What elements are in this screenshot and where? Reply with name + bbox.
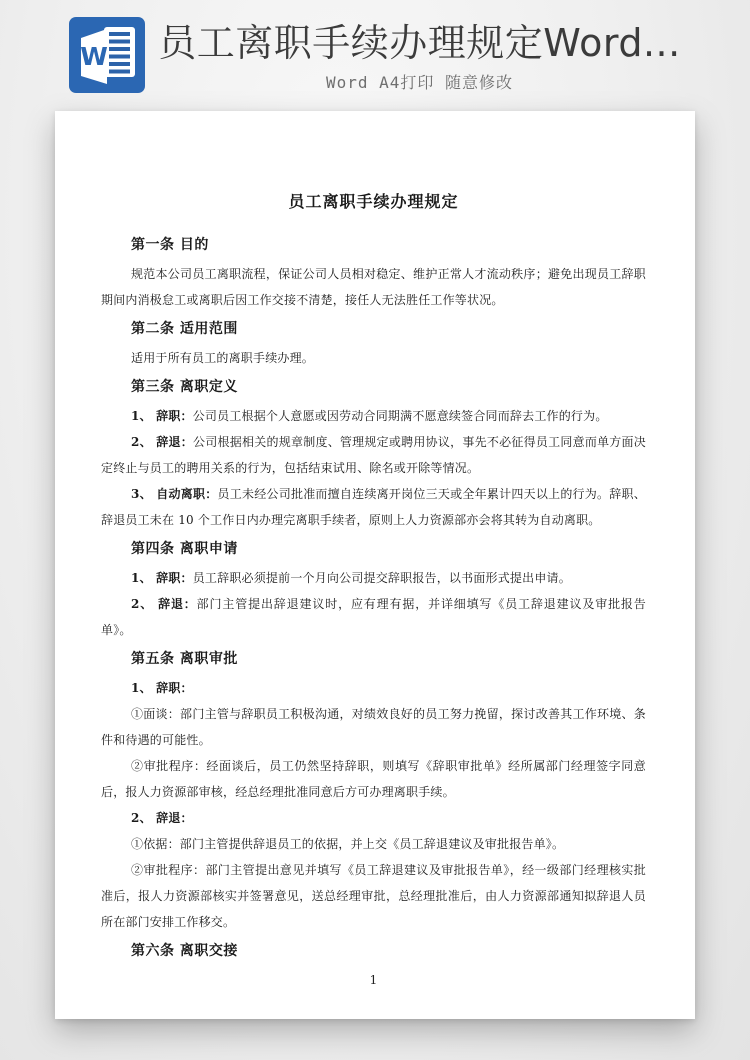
doc-paragraph: ①面谈：部门主管与辞职员工积极沟通，对绩效良好的员工努力挽留，探讨改善其工作环境、条件和待遇的可能性。 xyxy=(101,707,646,747)
doc-section xyxy=(101,316,646,371)
doc-paragraph: 规范本公司员工离职流程，保证公司人员相对稳定、维护正常人才流动秩序；避免出现员工辞职期间内消极怠工或离职后因工作交接不清楚，接任人无法胜任工作等状况。 xyxy=(101,267,646,307)
doc-paragraph: 1、 辞职：员工辞职必须提前一个月向公司提交辞职报告，以书面形式提出申请。 xyxy=(131,571,571,585)
section-heading: 第三条 离职定义 xyxy=(131,379,238,395)
section-heading: 第二条 适用范围 xyxy=(131,321,238,337)
paragraph-lead: 2、 辞退： xyxy=(131,811,193,825)
doc-paragraph xyxy=(101,805,646,831)
doc-paragraph: 2、 辞退：公司根据相关的规章制度、管理规定或聘用协议，事先不必征得员工同意而单方面决定终止与员工的聘用关系的行为，包括结束试用、除名或开除等情况。 xyxy=(101,435,646,475)
paragraph-lead: 1、 辞职： xyxy=(131,571,193,585)
doc-paragraph: ②审批程序：经面谈后，员工仍然坚持辞职，则填写《辞职审批单》经所属部门经理签字同意后，报人力资源部审核，经总经理批准同意后方可办理离职手续。 xyxy=(101,759,646,799)
header-title: 员工离职手续办理规定Word... xyxy=(158,21,681,65)
header-title-column xyxy=(158,17,680,94)
header xyxy=(0,0,750,94)
doc-section xyxy=(101,374,646,533)
doc-section xyxy=(101,232,646,313)
document-body xyxy=(101,229,646,967)
doc-paragraph xyxy=(101,675,646,701)
section-heading: 第五条 离职审批 xyxy=(131,651,238,667)
paragraph-lead: 2、 辞退： xyxy=(131,597,197,611)
doc-section xyxy=(101,646,646,935)
header-subtitle: Word A4打印 随意修改 xyxy=(325,73,514,92)
doc-paragraph: 适用于所有员工的离职手续办理。 xyxy=(131,351,315,365)
doc-paragraph: 1、 辞职：公司员工根据个人意愿或因劳动合同期满不愿意续签合同而辞去工作的行为。 xyxy=(131,409,608,423)
doc-section xyxy=(101,536,646,643)
doc-paragraph: ①依据：部门主管提供辞退员工的依据，并上交《员工辞退建议及审批报告单》。 xyxy=(131,837,565,851)
paragraph-lead: 1、 辞职： xyxy=(131,409,193,423)
paragraph-lead: 1、 辞职： xyxy=(131,681,193,695)
doc-paragraph: 3、 自动离职：员工未经公司批准而擅自连续离开岗位三天或全年累计四天以上的行为。辞职、辞退员工未在 10 个工作日内办理完离职手续者，原则上人力资源部亦会将其转为自动离职。 xyxy=(101,487,646,527)
paragraph-lead: 3、 自动离职： xyxy=(131,487,218,501)
document-title: 员工离职手续办理规定 xyxy=(288,192,459,211)
section-heading: 第四条 离职申请 xyxy=(131,541,238,557)
word-logo-icon xyxy=(69,17,145,93)
section-heading: 第六条 离职交接 xyxy=(131,943,238,959)
paragraph-lead: 2、 辞退： xyxy=(131,435,193,449)
doc-paragraph: 2、 辞退：部门主管提出辞退建议时，应有理有据，并详细填写《员工辞退建议及审批报告单》。 xyxy=(101,597,646,637)
header-row xyxy=(69,17,680,94)
page-number: 1 xyxy=(369,973,378,987)
doc-section xyxy=(101,938,646,964)
document-page xyxy=(55,111,695,1019)
section-heading: 第一条 目的 xyxy=(131,237,209,253)
word-icon-letter: W xyxy=(80,42,109,71)
doc-paragraph: ②审批程序：部门主管提出意见并填写《员工辞退建议及审批报告单》，经一级部门经理核实批准后，报人力资源部核实并签署意见，送总经理审批，总经理批准后，由人力资源部通知拟辞退人员所在部门安排工作移交。 xyxy=(101,863,646,929)
